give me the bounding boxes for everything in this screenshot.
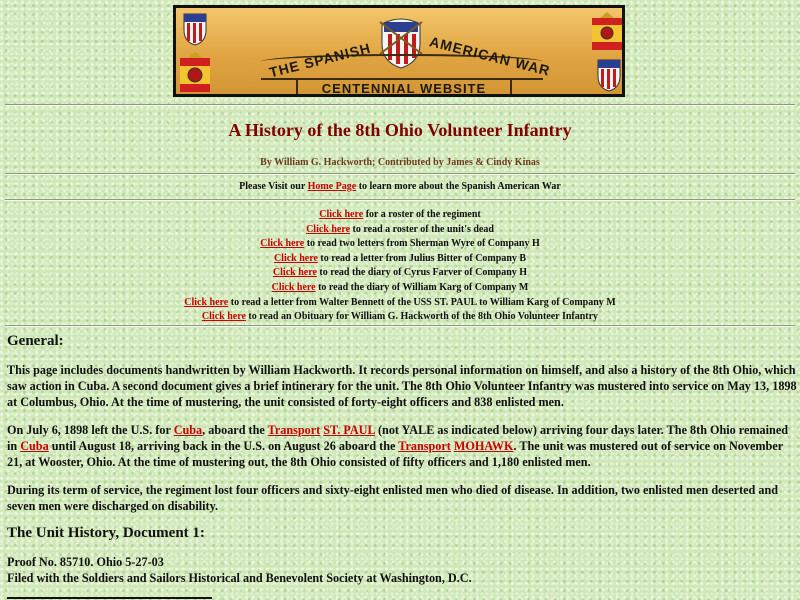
link-row-bitter <box>0 252 800 267</box>
divider <box>5 104 795 106</box>
roster-link[interactable]: Click here <box>319 209 364 220</box>
p2-text: On July 6, 1898 left the U.S. for <box>7 423 174 437</box>
spain-crest-right-icon <box>590 12 624 54</box>
divider <box>5 325 795 327</box>
obituary-link[interactable]: Click here <box>201 311 246 323</box>
p2-text: (not YALE as indicated below) arriving four days later. The 8th Ohio remained in <box>7 423 789 453</box>
link-row-karg <box>0 281 800 296</box>
us-shield-right-icon <box>596 58 622 94</box>
banner-text-left: THE SPANISH <box>267 39 373 81</box>
unit-history-line-2: Filed with the Soldiers and Sailors Historical and Benevolent Society at Washington, D.C. <box>7 571 472 585</box>
visit-post: to learn more about the Spanish American War <box>356 181 561 192</box>
bottom-rule <box>7 597 212 599</box>
us-shield-icon <box>182 12 208 46</box>
unit-history-line-1: Proof No. 85710. Ohio 5-27-03 <box>7 555 164 569</box>
general-paragraph-1: This page includes documents handwritten by William Hackworth. It records personal information on himself, and also a history of the 8th Ohio, which saw action in Cuba. A second document gives a brief intinerary for the unit. The 8th Ohio Volunteer Infantry was mustered into service on May 13, 1898 at Columbus, Ohio. At the time of mustering, the unit consisted of forty-eight officers and 838 enlisted men. <box>7 363 797 409</box>
link-row-wyre <box>0 237 800 252</box>
general-heading: General: <box>7 333 64 349</box>
general-paragraph-3: During its term of service, the regiment lost four officers and sixty-eight enlisted men who died of disease. In addition, two enlisted men deserted and seven men were discharged on disability. <box>7 483 779 513</box>
link-row-dead <box>0 223 800 238</box>
link-text: to read a roster of the unit's dead <box>350 223 494 235</box>
transport-link-2[interactable]: Transport <box>398 439 451 453</box>
dead-roster-link[interactable]: Click here <box>306 223 351 235</box>
visit-pre: Please Visit our <box>239 181 308 192</box>
link-row-farver <box>0 266 800 281</box>
link-row-roster <box>0 208 800 223</box>
link-text: to read a letter from Walter Bennett of the USS ST. PAUL to William Karg of Company M <box>228 296 616 308</box>
st-paul-link[interactable]: ST. PAUL <box>323 423 375 437</box>
bennett-letter-link[interactable]: Click here <box>184 296 229 308</box>
document-links <box>0 208 800 325</box>
farver-diary-link[interactable]: Click here <box>272 267 317 279</box>
cuba-link-2[interactable]: Cuba <box>20 439 49 453</box>
divider <box>5 173 795 175</box>
link-text: to read two letters from Sherman Wyre of Company H <box>304 238 540 250</box>
unit-history-heading: The Unit History, Document 1: <box>7 525 205 541</box>
link-text: to read an Obituary for William G. Hackworth of the 8th Ohio Volunteer Infantry <box>245 311 599 323</box>
p2-text: , aboard the <box>202 423 268 437</box>
mohawk-link[interactable]: MOHAWK <box>453 439 514 453</box>
cuba-link[interactable]: Cuba <box>173 423 203 437</box>
link-text: to read a letter from Julius Bitter of Company B <box>317 252 527 264</box>
divider <box>5 199 795 201</box>
site-banner[interactable] <box>173 5 625 97</box>
link-text: to read the diary of Cyrus Farver of Company H <box>316 267 528 279</box>
home-page-link[interactable]: Home Page <box>307 181 357 192</box>
byline: By William G. Hackworth; Contributed by James & Cindy Kinas <box>260 157 540 168</box>
spain-crest-icon <box>178 52 212 96</box>
banner-text-right: AMERICAN WAR <box>427 33 553 79</box>
p2-text: until August 18, arriving back in the U.S. on August 26 aboard the <box>48 439 399 453</box>
banner-centennial: CENTENNIAL WEBSITE <box>296 78 512 97</box>
link-text: for a roster of the regiment <box>363 209 481 220</box>
wyre-letters-link[interactable]: Click here <box>260 238 305 250</box>
p2-text: . The unit was mustered out of service on November 21, at Wooster, Ohio. At the time of mustering out, the 8th Ohio consisted of fifty officers and 1,180 enlisted men. <box>7 439 783 469</box>
karg-diary-link[interactable]: Click here <box>271 281 316 293</box>
link-row-bennett <box>0 296 800 311</box>
visit-notice <box>0 181 800 192</box>
page-title: A History of the 8th Ohio Volunteer Infantry <box>228 120 572 140</box>
link-row-obituary <box>0 310 800 325</box>
transport-link[interactable]: Transport <box>267 423 321 437</box>
general-paragraph-2 <box>7 422 797 470</box>
bitter-letter-link[interactable]: Click here <box>273 252 318 264</box>
link-text: to read the diary of William Karg of Company M <box>315 281 529 293</box>
